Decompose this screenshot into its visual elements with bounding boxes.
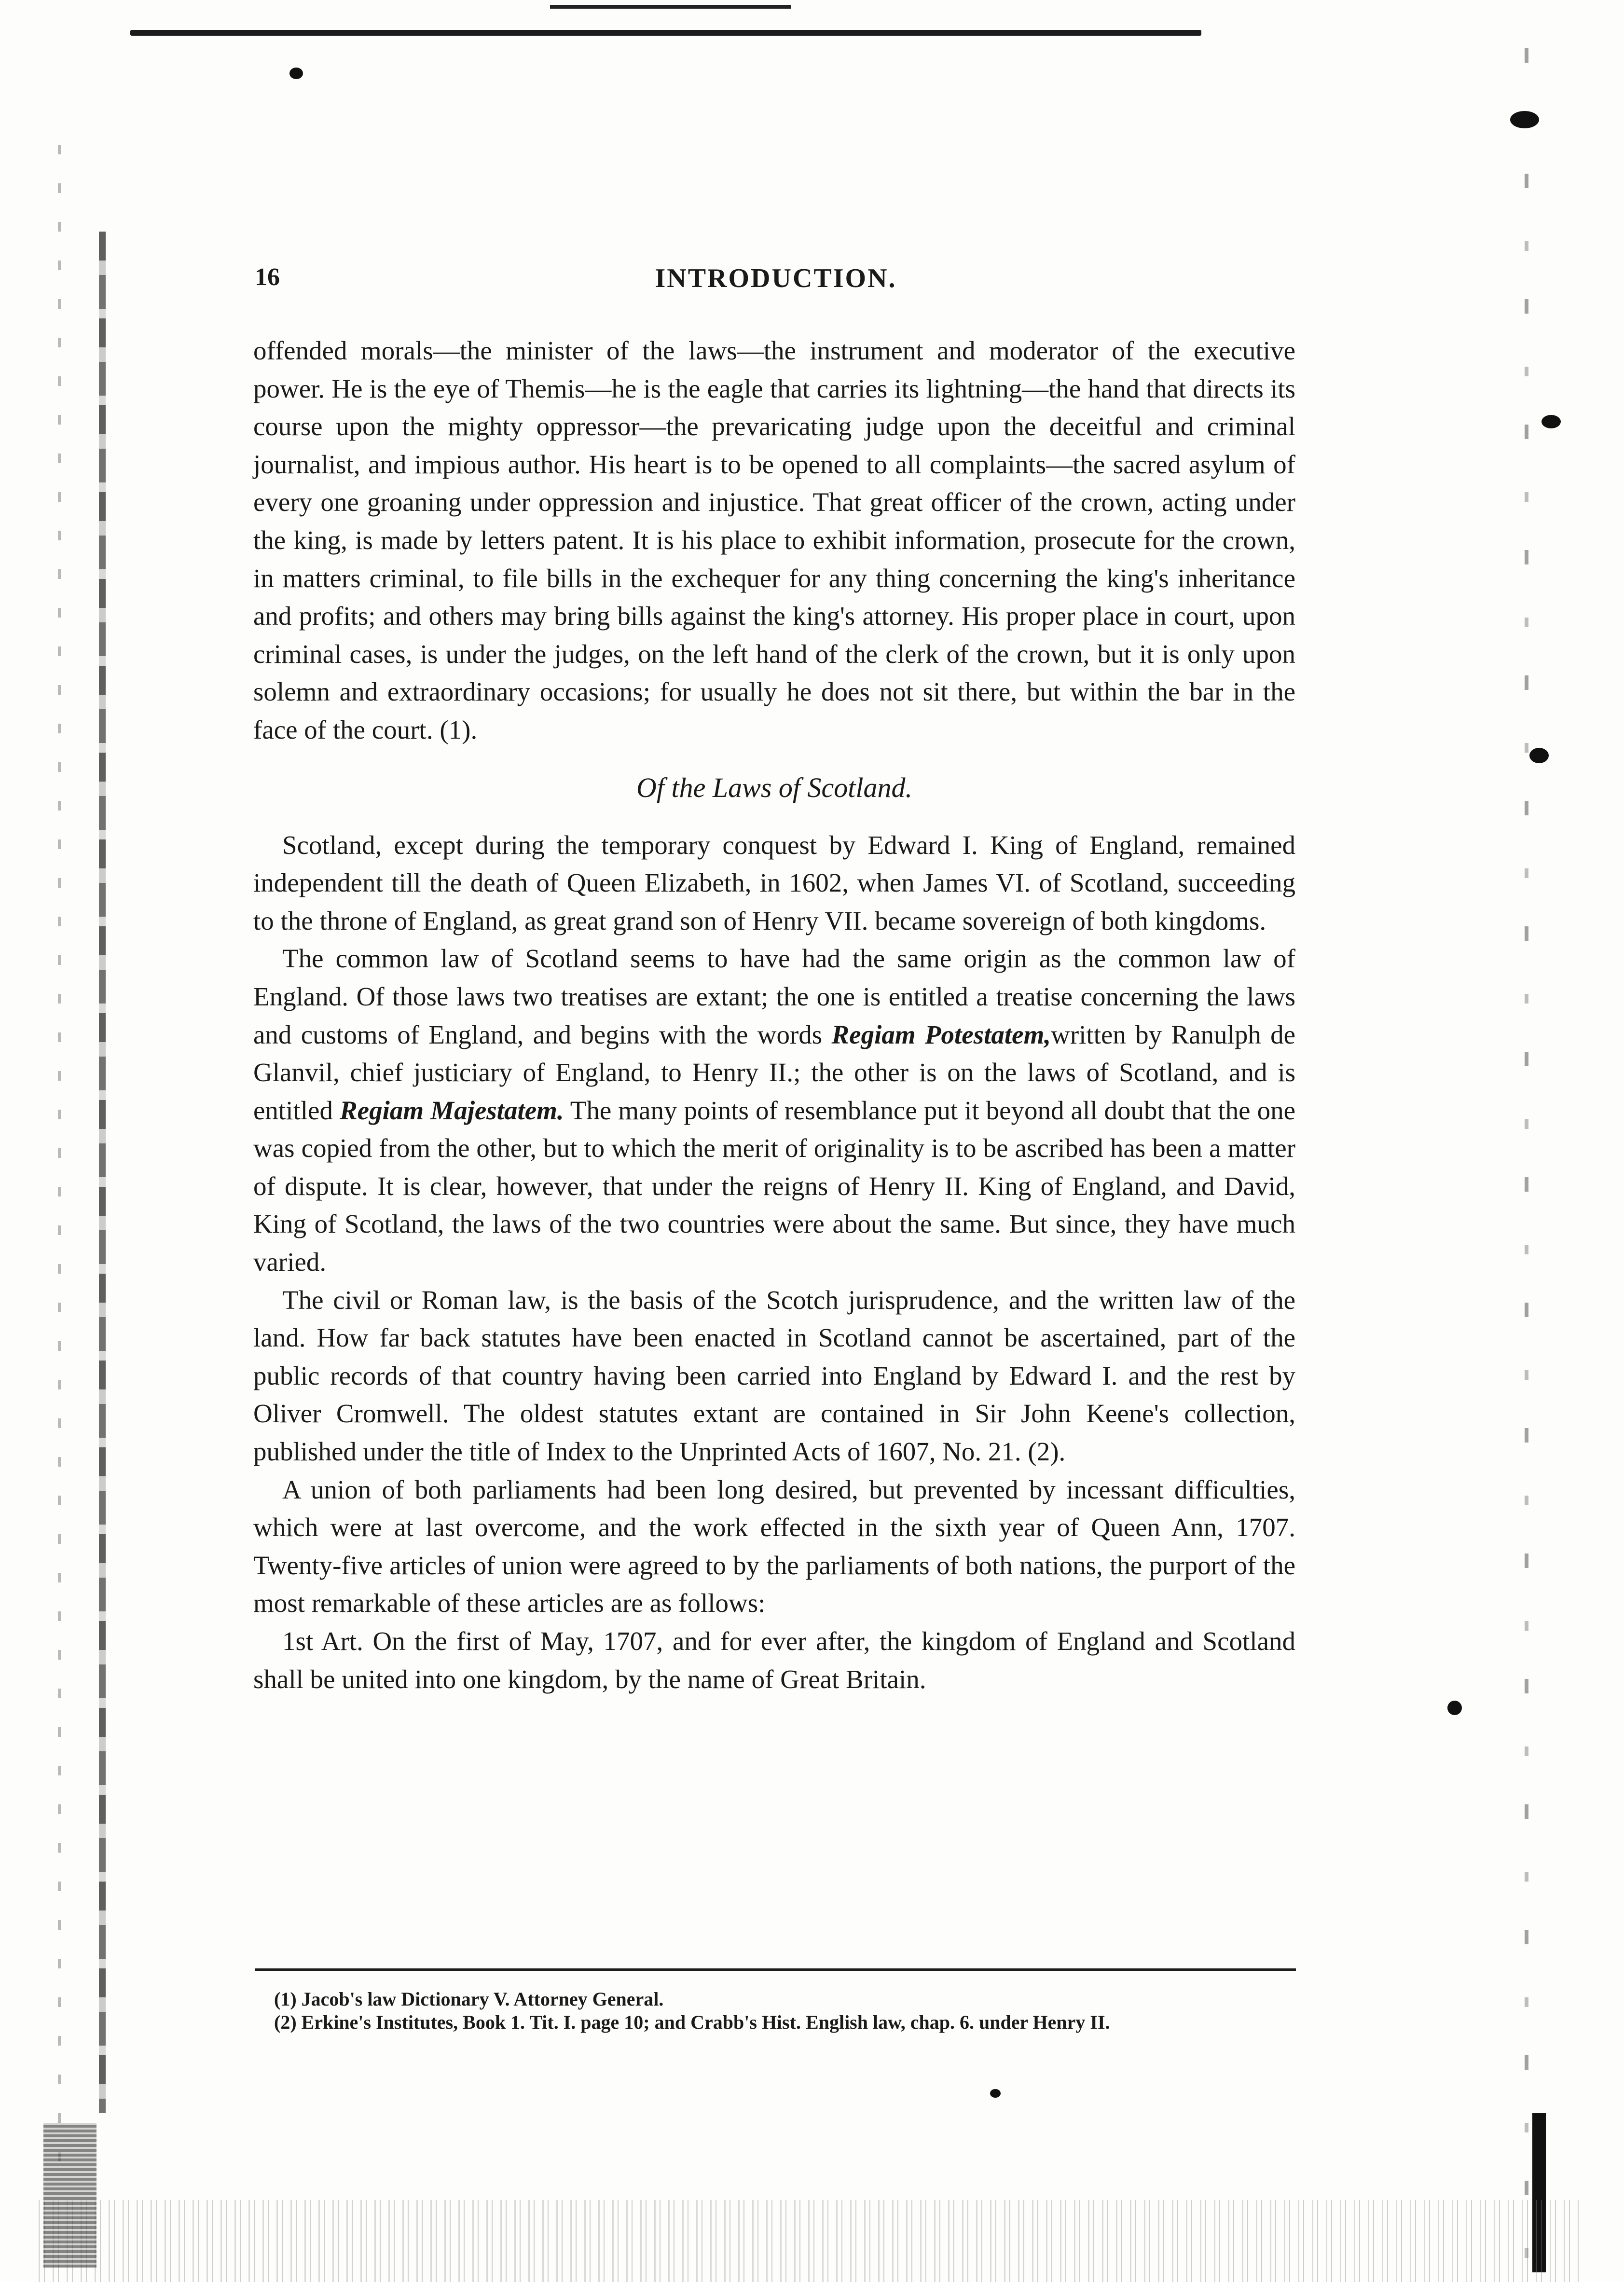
speck (1541, 415, 1561, 428)
speck (1447, 1701, 1462, 1715)
paragraph (253, 940, 1295, 1281)
footnote: (2) Erkine's Institutes, Book 1. Tit. I. page 10; and Crabb's Hist. English law, chap. 6. under Henry II. (274, 2011, 1110, 2033)
speck (1510, 111, 1539, 128)
scan-artifact-bottom-left (43, 2123, 96, 2268)
body-text (253, 332, 1295, 1698)
speck (990, 2089, 1001, 2098)
latin-title: Regiam Potestatem, (831, 1019, 1051, 1049)
paragraph: A union of both parliaments had been long desired, but prevented by incessant difficulties, which were at last overcome, and the work effected in the sixth year of Queen Ann, 1707. Twenty-five articles of union were agreed to by the parliaments of both nations, the purport of the most remarkable of these articles are as follows: (253, 1474, 1295, 1618)
paragraph: 1st Art. On the first of May, 1707, and for ever after, the kingdom of England and Scotland shall be united into one kingdom, by the name of Great Britain. (253, 1626, 1295, 1694)
paragraph-text: written by Ranulph de Glanvil, chief justiciary of England, to Henry II.; the other is on the laws of Scotland, and is entitled (253, 1019, 1296, 1125)
paragraph-continued: offended morals—the minister of the laws—the instrument and moderator of the executive power. He is the eye of Themis—he is the eagle that carries its lightning—the hand that directs its course upon the mighty oppressor—the prevaricating judge upon the deceitful and criminal journalist, and impious author. His heart is to be opened to all complaints—the sacred asylum of every one groaning under oppression and injustice. That great officer of the crown, acting under the king, is made by letters patent. It is his place to exhibit information, prosecute for the crown, in matters criminal, to file bills in the exchequer for any thing concerning the king's inheritance and profits; and others may bring bills against the king's attorney. His proper place in court, upon criminal cases, is under the judges, on the left hand of the clerk of the crown, but it is only upon solemn and extraordinary occasions; for usually he does not sit there, but within the bar in the face of the court. (1). (253, 336, 1295, 744)
scan-artifact-top (550, 5, 791, 9)
paragraph-text: The many points of resemblance put it beyond all doubt that the one was copied from the other, but to which the merit of originality is to be ascribed has been a matter of dispute. It is clear, however, that under the reigns of Henry II. King of England, and David, King of Scotland, the laws of the two countries were about the same. But since, they have much varied. (253, 1095, 1295, 1277)
section-heading: Of the Laws of Scotland. (636, 771, 912, 803)
footnote-rule (255, 1968, 1296, 1971)
speck (1529, 748, 1549, 763)
page-number: 16 (255, 263, 280, 291)
latin-title: Regiam Majestatem. (339, 1095, 564, 1125)
footnotes (255, 1988, 1296, 2034)
page-header (255, 263, 1297, 302)
top-rule (130, 30, 1201, 36)
scan-artifact-right-edge (1525, 48, 1528, 2268)
paragraph: Scotland, except during the temporary conquest by Edward I. King of England, remained independent till the death of Queen Elizabeth, in 1602, when James VI. of Scotland, succeeding to the throne of England, as great grand son of Henry VII. became sovereign of both kingdoms. (253, 830, 1295, 935)
scan-artifact-left-outer (58, 145, 61, 2171)
running-title: INTRODUCTION. (655, 263, 897, 293)
paragraph-text: The common law of Scotland seems to have had the same origin as the common law of England. Of those laws two treatises are extant; the one is entitled a treatise concerning the laws and customs of England, and begins with the words (253, 944, 1295, 1049)
paragraph: The civil or Roman law, is the basis of the Scotch jurisprudence, and the written law of the land. How far back statutes have been enacted in Scotland cannot be ascertained, part of the public records of that country having been carried into England by Edward I. and the rest by Oliver Cromwell. The oldest statutes extant are contained in Sir John Keene's collection, published under the title of Index to the Unprinted Acts of 1607, No. 21. (2). (253, 1285, 1295, 1467)
scan-artifact-bottom (39, 2200, 1583, 2282)
speck (289, 68, 303, 79)
scan-artifact-left-edge (99, 232, 106, 2113)
footnote: (1) Jacob's law Dictionary V. Attorney General. (274, 1988, 664, 2010)
